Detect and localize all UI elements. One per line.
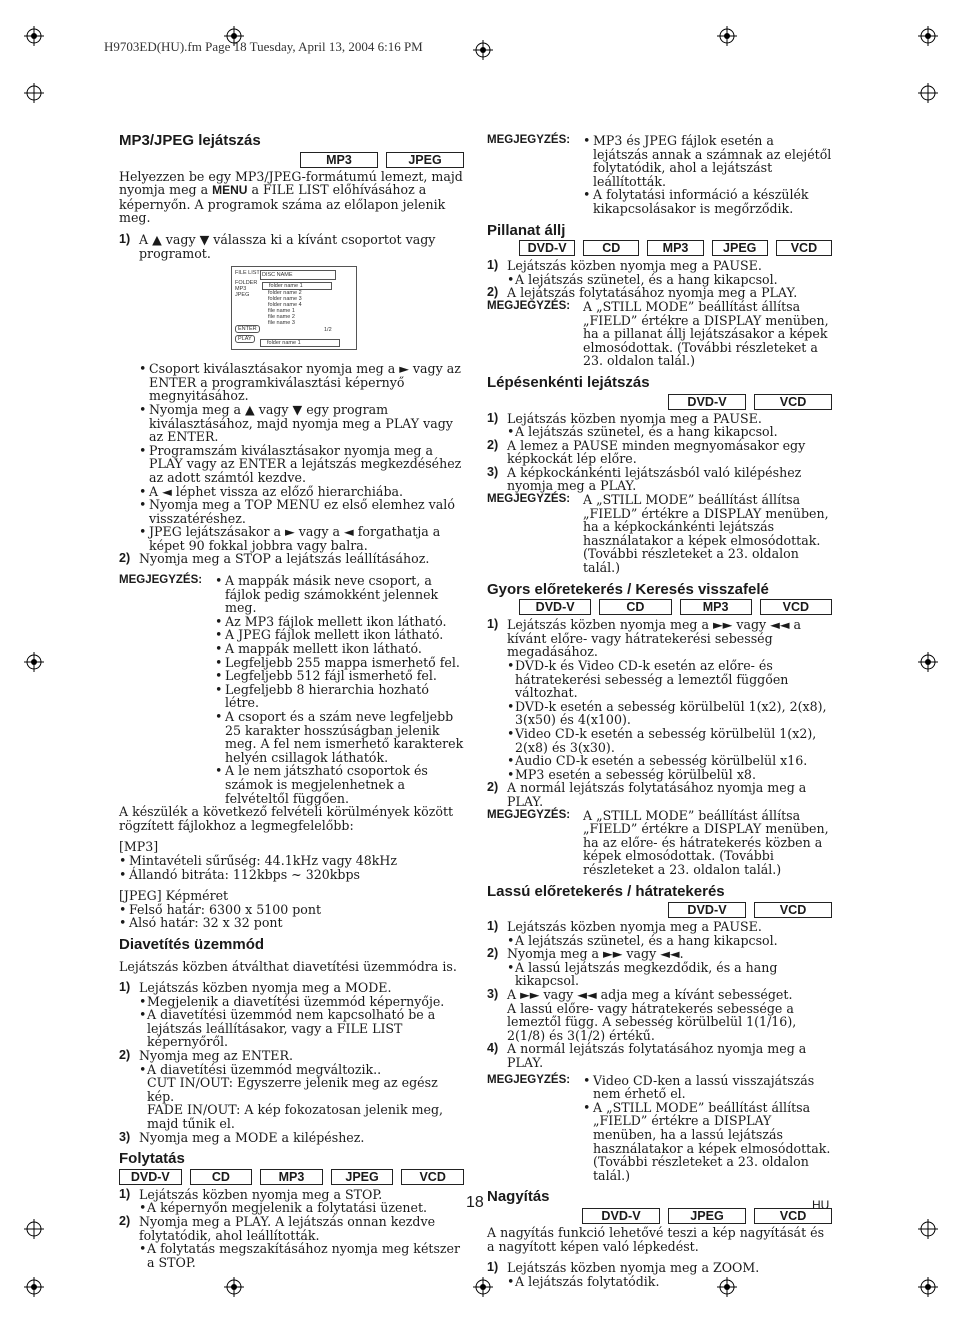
disc-box: CD: [583, 240, 639, 256]
screen-left-item: JPEG: [235, 292, 250, 299]
step-1: 1) Lejátszás közben nyomja meg a STOP.: [119, 1186, 383, 1202]
registration-mark-icon: [24, 26, 44, 46]
step-1: 1) Lejátszás közben nyomja meg a ZOOM.: [487, 1260, 760, 1276]
registration-mark-icon: [473, 40, 493, 60]
list-item: • MP3 és JPEG fájlok esetén a lejátszás annak a számnak az elejétől folytatódik, ahol a lejátszást leállították.: [583, 134, 832, 188]
disc-box: VCD: [776, 240, 832, 256]
note-block: MEGJEGYZÉS: A „STILL MODE” beállítást állítsa „FIELD” értékre a DISPLAY menüben, ha a képkockánkénti lejátszás használatakor a képek elmosódottak. (További részleteket a 23. oldalon talál.): [487, 492, 829, 576]
list-item: • Mintavételi sűrűség: 44.1kHz vagy 48kHz: [119, 854, 464, 868]
screen-title: FILE LIST: [235, 270, 260, 277]
note-block: MEGJEGYZÉS: • A mappák másik neve csoport, a fájlok pedig számokként jelennek meg. • Az MP3 fájlok mellett ikon látható. • A JPEG fájlok mellett ikon látható. • A mappák mellett ikon látható. • Legfeljebb 255 mappa ismerhető fel. • Legfeljebb 512 fájl ismerhető fel. • Legfeljebb 8 hierarchia hozható létre. • A csoport és a szám neve legfeljebb 25 karakter hosszúságban jelenik meg. A fel nem ismerhető karakterek helyén csillagok láthatók. • A le nem játszható csoportok és számok is megjelenhetnek a felvételtől függően.: [119, 574, 464, 805]
screen-left-item: FOLDER: [235, 280, 258, 287]
note-block: MEGJEGYZÉS: A „STILL MODE” beállítást állítsa „FIELD” értékre a DISPLAY menüben, ha az előre- és hátratekerés közben a képek elmosódottak. (További részleteket a 23. oldalon talál.): [487, 807, 829, 877]
screen-row: folder name 1: [262, 282, 332, 290]
disc-box: CD: [599, 599, 671, 615]
section-title-slideshow: Diavetítés üzemmód: [119, 935, 265, 953]
list-item: • A mappák mellett ikon látható.: [215, 642, 464, 656]
zoom-intro: A nagyítás funkció lehetővé teszi a kép nagyítását és a nagyított képen való lépkedést.: [487, 1224, 825, 1254]
list-item: • Az MP3 fájlok mellett ikon látható.: [215, 615, 464, 629]
section-title-pause: Pillanat állj: [487, 221, 566, 239]
list-item: • Alsó határ: 32 x 32 pont: [119, 916, 464, 930]
registration-mark-icon: [717, 26, 737, 46]
step-2: 2) Nyomja meg a STOP a lejátszás leállításához.: [119, 551, 430, 567]
step-2: 2) Nyomja meg az ENTER.: [119, 1048, 293, 1064]
disc-type-boxes: [487, 394, 832, 410]
disc-box: DVD-V: [668, 394, 746, 410]
mp3-heading: [MP3]: [119, 839, 159, 855]
list-item: • A lassú lejátszás megkezdődik, és a hang kikapcsol.: [487, 961, 832, 988]
registration-mark-icon: [918, 1219, 938, 1239]
list-item: • Video CD-ken a lassú visszajátszás nem érhető el.: [583, 1074, 832, 1101]
screen-enter-btn: ENTER: [235, 325, 260, 333]
registration-mark-icon: [918, 26, 938, 46]
registration-mark-icon: [24, 83, 44, 103]
disc-type-boxes: [519, 240, 832, 256]
right-column: [487, 134, 832, 1288]
step-2: 2) A lemez a PAUSE minden megnyomásakor egy képkockát lép előre.: [487, 437, 806, 467]
registration-mark-icon: [24, 652, 44, 672]
list-item: • A ◄ léphet vissza az előző hierarchiába.: [139, 485, 464, 499]
list-item: • A lejátszás szünetel, és a hang kikapcsol.: [487, 934, 832, 948]
list-item: • A folytatási információ a készülék kikapcsolásakor is megőrződik.: [583, 188, 832, 215]
step-1: 1) Lejátszás közben nyomja meg a ►► vagy ◄◄ a kívánt előre- vagy hátratekerési sebesség megadásához.: [487, 617, 802, 660]
screen-row: folder name 2: [268, 290, 302, 297]
registration-mark-icon: [224, 1277, 244, 1297]
conditions-text: A készülék a következő felvételi körülmények között rögzített fájlokhoz a legmegfelelőbb:: [119, 804, 454, 833]
step-3: 3) A ►► vagy ◄◄ adja meg a kívánt sebességet.: [487, 987, 793, 1003]
page-number: 18: [466, 1194, 484, 1211]
disc-box: VCD: [754, 902, 832, 918]
list-item: • A csoport és a szám neve legfeljebb 25 karakter hosszúságban jelenik meg. A fel nem ismerhető karakterek helyén csillagok láthatók.: [215, 710, 464, 764]
list-item: A lassú előre- vagy hátratekerés sebessége a lemeztől függ. A sebesség körülbelül 1(1/16), 2(1/8) és 3(1/2) értékű.: [507, 1000, 797, 1043]
screen-page: 1/2: [324, 327, 332, 334]
step-2: 2) A normál lejátszás folytatásához nyomja meg a PLAY.: [487, 780, 807, 809]
screen-row: folder name 4: [268, 302, 302, 309]
list-item: • A „STILL MODE” beállítást állítsa „FIELD” értékre a DISPLAY menüben, ha a lassú lejátszás használatakor a képek elmosódottak. (További részleteket a 23. oldalon talál.): [583, 1101, 832, 1183]
disc-type-boxes: [119, 1169, 464, 1185]
list-item: • A diavetítési üzemmód nem kapcsolható be a lejátszás leállításakor, vagy a FILE LIST képernyőről.: [119, 1008, 464, 1049]
step-2: 2) Nyomja meg a PLAY. A lejátszás onnan kezdve folytatódik, ahol leállították.: [119, 1214, 436, 1243]
note-block: MEGJEGYZÉS: • MP3 és JPEG fájlok esetén a lejátszás annak a számnak az elejétől folytatódik, ahol a lejátszást leállították. • A folytatási információ a készülék kikapcsolásakor is megőrződik.: [487, 134, 832, 216]
step-2: 2) A lejátszás folytatásához nyomja meg a PLAY.: [487, 285, 798, 301]
disc-box: MP3: [647, 240, 703, 256]
jpeg-heading: [JPEG] Képméret: [119, 888, 229, 904]
disc-box: VCD: [401, 1169, 464, 1185]
list-item: • Nyomja meg a ▲ vagy ▼ egy program kiválasztásához, majd nyomja meg a PLAY vagy az ENTER.: [139, 403, 464, 444]
disc-box: JPEG: [712, 240, 768, 256]
step-3: 3) Nyomja meg a MODE a kilépéshez.: [119, 1129, 365, 1145]
list-item: • Állandó bitráta: 112kbps ~ 320kbps: [119, 868, 464, 882]
list-item: • Megjelenik a diavetítési üzemmód képernyője.: [119, 995, 464, 1009]
list-item: • A lejátszás szünetel, és a hang kikapcsol.: [487, 273, 832, 287]
disc-box: MP3: [680, 599, 752, 615]
list-item: • Programszám kiválasztásakor nyomja meg a PLAY vagy az ENTER a lejátszás megkezdéséhez az adott számtól kezdve.: [139, 444, 464, 485]
list-item: • Csoport kiválasztásakor nyomja meg a ► vagy az ENTER a programkiválasztási képernyő megnyitásához.: [139, 362, 464, 403]
step-3: 3) A képkockánkénti lejátszásból való kilépéshez nyomja meg a PLAY.: [487, 464, 802, 494]
section-title-step: Lépésenkénti lejátszás: [487, 373, 650, 391]
registration-mark-icon: [918, 83, 938, 103]
section-title-resume: Folytatás: [119, 1150, 185, 1168]
screen-row: file name 1: [268, 308, 295, 315]
screen-row: file name 3: [268, 320, 295, 327]
list-item: • Legfeljebb 512 fájl ismerhető fel.: [215, 669, 464, 683]
screen-play-btn: PLAY: [235, 335, 255, 343]
left-column: [119, 134, 464, 1269]
list-item: • Video CD-k esetén a sebesség körülbelül 1(x2), 2(x8) és 3(x30).: [487, 727, 832, 754]
intro-text: Helyezzen be egy MP3/JPEG-formátumú lemezt, majd nyomja meg a MENU a FILE LIST előhívásához a képernyőn. A programok száma az előlapon jelenik meg.: [119, 168, 463, 226]
note-block: MEGJEGYZÉS: A „STILL MODE” beállítást állítsa „FIELD” értékre a DISPLAY menüben, ha a pillanat állj lejátszásakor a képek elmosódottak. (További részleteket a 23. oldalon talál.): [487, 298, 829, 369]
disc-box: DVD-V: [582, 1208, 660, 1224]
slideshow-intro: Lejátszás közben átválthat diavetítési üzemmódra is.: [119, 958, 457, 974]
list-item: • A mappák másik neve csoport, a fájlok pedig számokként jelennek meg.: [215, 574, 464, 615]
registration-mark-icon: [24, 1277, 44, 1297]
list-item: • Felső határ: 6300 x 5100 pont: [119, 903, 464, 917]
list-item: • Audio CD-k esetén a sebesség körülbelül x16.: [487, 754, 832, 768]
disc-box: DVD-V: [119, 1169, 182, 1185]
list-item: • A lejátszás szünetel, és a hang kikapcsol.: [487, 425, 832, 439]
list-item: • A le nem játszható csoportok és számok is megjelenhetnek a felvételtől függően.: [215, 764, 464, 805]
list-item: • DVD-k esetén a sebesség körülbelül 1(x2), 2(x8), 3(x50) és 4(x100).: [487, 700, 832, 727]
disc-type-boxes: [519, 599, 832, 615]
note-block: MEGJEGYZÉS: • Video CD-ken a lassú visszajátszás nem érhető el. • A „STILL MODE” beállítást állítsa „FIELD” értékre a DISPLAY menüben, ha a lassú lejátszás használatakor a képek elmosódottak. (További részleteket a 23. oldalon talál.): [487, 1074, 832, 1183]
section-title-zoom: Nagyítás: [487, 1188, 550, 1206]
list-item: • Nyomja meg a TOP MENU ez első elemhez való visszatéréshez.: [139, 498, 464, 525]
section-title-mp3-jpeg: MP3/JPEG lejátszás: [119, 132, 261, 149]
disc-box: VCD: [754, 1208, 832, 1224]
section-title-slow: Lassú előretekerés / hátratekerés: [487, 882, 725, 900]
list-item: FADE IN/OUT: A kép fokozatosan jelenik meg, majd tűnik el.: [147, 1102, 444, 1132]
list-item: • Legfeljebb 8 hierarchia hozható létre.: [215, 683, 464, 710]
list-item: • A folytatás megszakításához nyomja meg kétszer a STOP.: [119, 1242, 464, 1269]
list-item: CUT IN/OUT: Egyszerre jelenik meg az egész kép.: [147, 1075, 438, 1104]
list-item: • MP3 esetén a sebesség körülbelül x8.: [487, 768, 832, 782]
disc-box: DVD-V: [519, 599, 591, 615]
step-1: 1) Lejátszás közben nyomja meg a PAUSE.: [487, 410, 762, 426]
list-item: • JPEG lejátszásakor a ► vagy a ◄ forgathatja a képet 90 fokkal jobbra vagy balra.: [139, 525, 464, 552]
language-code: HU: [812, 1198, 830, 1212]
disc-box: MP3: [260, 1169, 323, 1185]
screen-bottom: folder name 1: [260, 339, 340, 347]
file-list-screen: [231, 266, 357, 350]
disc-box-mp3: MP3: [300, 152, 378, 168]
list-item: • A képernyőn megjelenik a folytatási üzenet.: [119, 1201, 464, 1215]
list-item: • A lejátszás folytatódik.: [487, 1275, 832, 1289]
screen-row: file name 2: [268, 314, 295, 321]
screen-disc-name: DISC NAME: [260, 270, 336, 280]
disc-type-boxes: [487, 902, 832, 918]
screen-left-item: MP3: [235, 286, 247, 293]
step-1: 1) A ▲ vagy ▼ válassza ki a kívánt csoportot vagy programot.: [119, 231, 436, 261]
registration-mark-icon: [918, 652, 938, 672]
disc-box: JPEG: [331, 1169, 394, 1185]
step-4: 4) A normál lejátszás folytatásához nyomja meg a PLAY.: [487, 1041, 807, 1071]
list-item: • Legfeljebb 255 mappa ismerhető fel.: [215, 656, 464, 670]
list-item: • DVD-k és Video CD-k esetén az előre- és hátratekerési sebesség a lemeztől függően változhat.: [487, 659, 832, 700]
disc-box: JPEG: [668, 1208, 746, 1224]
registration-mark-icon: [918, 1277, 938, 1297]
section-title-fast-forward: Gyors előretekerés / Keresés visszafelé: [487, 580, 769, 598]
disc-box: VCD: [754, 394, 832, 410]
registration-mark-icon: [24, 1219, 44, 1239]
disc-box: DVD-V: [668, 902, 746, 918]
screen-row: folder name 3: [268, 296, 302, 303]
print-header: H9703ED(HU).fm Page 18 Tuesday, April 13, 2004 6:16 PM: [104, 39, 423, 54]
step-1: 1) Lejátszás közben nyomja meg a PAUSE.: [487, 258, 762, 274]
disc-box: CD: [190, 1169, 253, 1185]
list-item: • A JPEG fájlok mellett ikon látható.: [215, 628, 464, 642]
disc-type-boxes: [119, 152, 464, 168]
disc-box: VCD: [760, 599, 832, 615]
disc-type-boxes: [487, 1208, 832, 1224]
step-2: 2) Nyomja meg a ►► vagy ◄◄.: [487, 946, 684, 962]
disc-box-jpeg: JPEG: [386, 152, 464, 168]
step-1: 1) Lejátszás közben nyomja meg a MODE.: [119, 980, 392, 996]
list-item: • A diavetítési üzemmód megváltozik..: [119, 1063, 464, 1077]
disc-box: DVD-V: [519, 240, 575, 256]
step-1: 1) Lejátszás közben nyomja meg a PAUSE.: [487, 919, 762, 935]
